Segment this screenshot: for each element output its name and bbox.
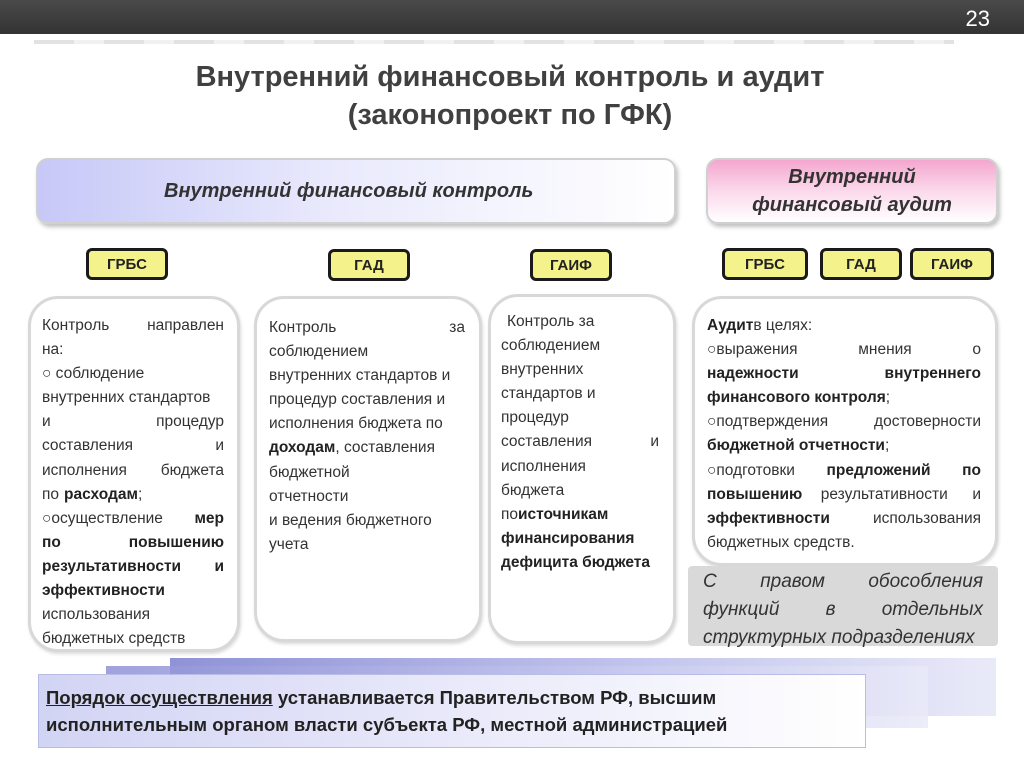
badge-grbs: ГРБС	[86, 248, 168, 280]
header-internal-control-label: Внутренний финансовый контроль	[164, 179, 534, 202]
top-bar	[0, 0, 1024, 34]
badge-audit-gad: ГАД	[820, 248, 902, 280]
page-title: Внутренний финансовый контроль и аудит	[195, 61, 825, 93]
card-grbs-text: Контроль направлен на: ○ соблюдение внутренних стандартов и процедур составления и исполнения бюджета по расходам ; ○осуществление мер по повышению результативности и эффективности использования бюджетных средств	[42, 317, 224, 648]
page-subtitle: (законопроект по ГФК)	[347, 99, 673, 131]
badge-gaif: ГАИФ	[530, 249, 612, 281]
header-audit-line1: Внутренний	[788, 166, 916, 188]
slide-number: 23	[965, 6, 990, 31]
header-audit-line2: финансовый аудит	[752, 194, 952, 216]
structural-note-text: С правом обособления функций в отдельных структурных подразделениях	[703, 571, 983, 648]
card-gaif-text: Контроль за соблюдением внутренних стандартов и процедур составления и исполнения бюджета по источникам финансирования дефицита бюджета	[501, 313, 659, 571]
header-internal-control	[36, 158, 676, 224]
badge-audit-gaif: ГАИФ	[910, 248, 994, 280]
decorative-line	[34, 40, 954, 44]
badge-audit-grbs: ГРБС	[722, 248, 808, 280]
card-audit-text: Аудит в целях: ○выражения мнения о надежности внутреннего финансового контроля ; ○подтверждения достоверности бюджетной отчетности ; ○подготовки предложений по повышению результативности и эффективности использования бюджетных средств.	[707, 317, 981, 551]
bottom-note-underlined: Порядок осуществления	[46, 687, 273, 708]
header-internal-audit	[706, 158, 998, 224]
badge-gad: ГАД	[328, 249, 410, 281]
card-gad-text: Контроль за соблюдением внутренних стандартов и процедур составления и исполнения бюджета по доходам , составления бюджетной отчетности и ведения бюджетного учета	[269, 319, 465, 553]
bottom-note-text: Порядок осуществления устанавливается Правительством РФ, высшим исполнительным органом власти субъекта РФ, местной администрацией	[46, 687, 728, 735]
